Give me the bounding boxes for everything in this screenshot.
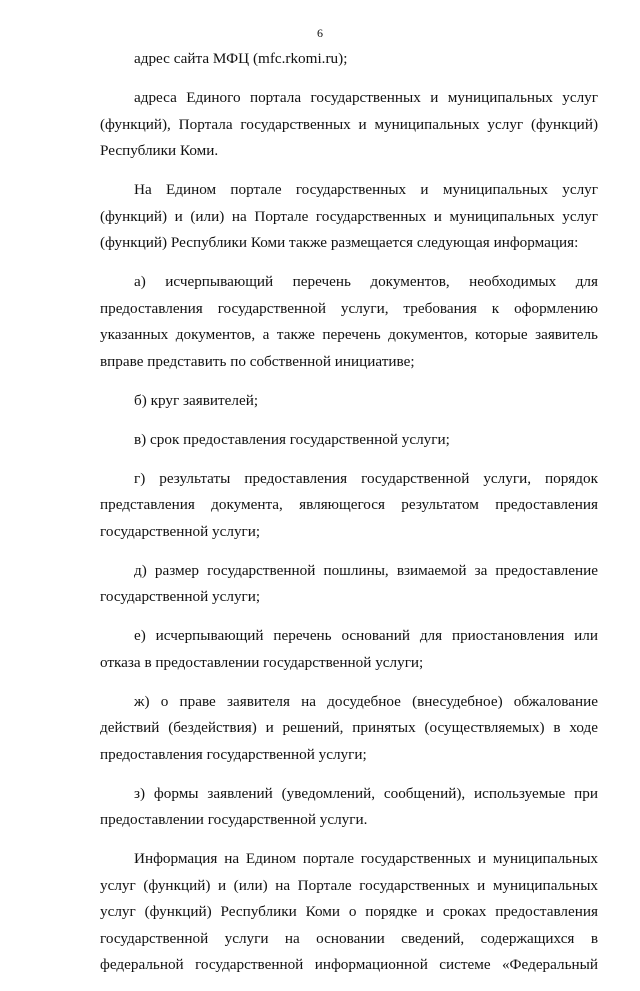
list-item-d: д) размер государственной пошлины, взимаемой за предоставление государственной услуги; <box>100 561 598 605</box>
list-item-b: б) круг заявителей; <box>134 391 259 409</box>
paragraph-mfc-site: адрес сайта МФЦ (mfc.rkomi.ru); <box>134 50 348 67</box>
list-item-zh: ж) о праве заявителя на досудебное (внесудебное) обжалование действий (бездействия) и решений, принятых (осуществляемых) в ходе предоставления государственной услуги; <box>100 692 598 763</box>
list-item-v: в) срок предоставления государственной услуги; <box>134 430 450 448</box>
paragraph-portal-info-intro: На Едином портале государственных и муниципальных услуг (функций) и (или) на Портале государственных и муниципальных услуг (функций) Республики Коми также размещается следующая информация: <box>100 181 598 251</box>
list-item-a: а) исчерпывающий перечень документов, необходимых для предоставления государственной услуги, требования к оформлению указанных документов, а также перечень документов, которые заявитель вправе представить по собственной инициативе; <box>100 273 598 370</box>
paragraph-portal-info-order: Информация на Едином портале государственных и муниципальных услуг (функций) и (или) на Портале государственных и муниципальных услуг (функций) Республики Коми о порядке и сроках предоставления государственной услуги на основании сведений, содержащихся в федеральной государственной информационной системе «Федеральный <box>100 850 598 973</box>
document-body <box>100 46 598 991</box>
list-item-g: г) результаты предоставления государственной услуги, порядок представления документа, являющегося результатом предоставления государственной услуги; <box>100 469 598 540</box>
list-item-e: е) исчерпывающий перечень оснований для приостановления или отказа в предоставлении государственной услуги; <box>100 627 598 671</box>
paragraph-portal-addresses: адреса Единого портала государственных и муниципальных услуг (функций), Портала государственных и муниципальных услуг (функций) Республики Коми. <box>100 89 598 159</box>
list-item-z: з) формы заявлений (уведомлений, сообщений), используемые при предоставлении государственной услуги. <box>100 784 598 828</box>
page-number: 6 <box>317 26 323 40</box>
